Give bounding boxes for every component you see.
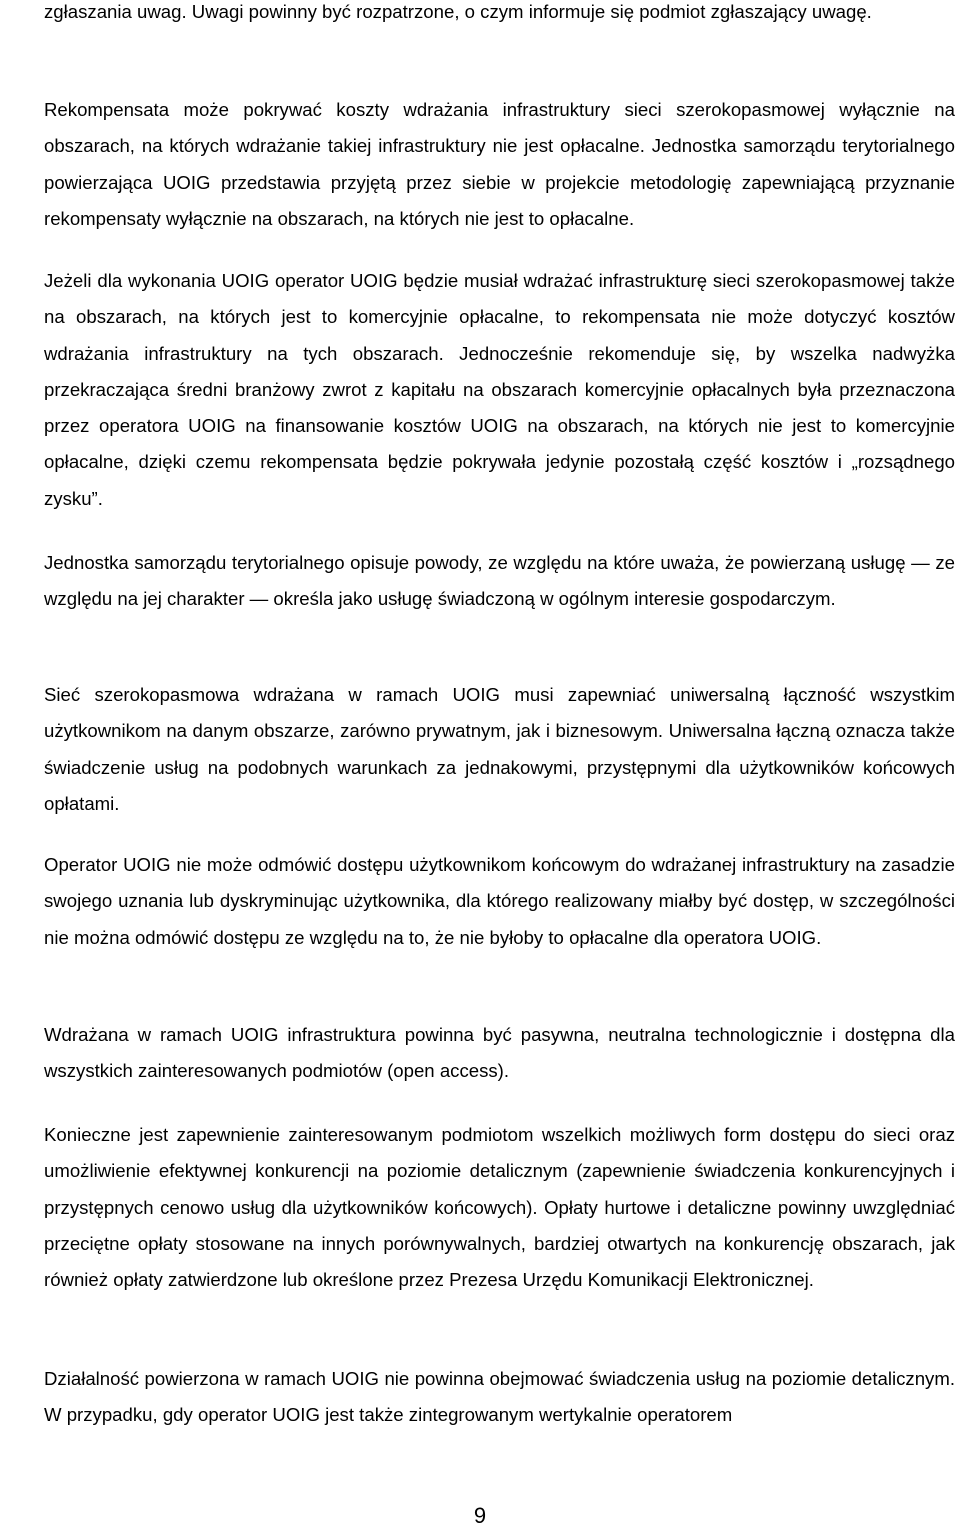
- paragraph-text: Wdrażana w ramach UOIG infrastruktura powinna być pasywna, neutralna technologicznie i dostępna dla wszystkich zainteresowanych podmiotów (open access).: [44, 1024, 955, 1082]
- paragraph-number: [7, 263, 44, 299]
- lead-in-text: zgłaszania uwag. Uwagi powinny być rozpatrzone, o czym informuje się podmiot zgłaszający uwagę.: [44, 1, 872, 22]
- paragraph-text: Konieczne jest zapewnienie zainteresowanym podmiotom wszelkich możliwych form dostępu do sieci oraz umożliwienie efektywnej konkurencji na poziomie detalicznym (zapewnienie świadczenia konkurencyjnych i przystępnych cenowo usług dla użytkowników końcowych). Opłaty hurtowe i detaliczne powinny uwzględniać przeciętne opłaty stosowane na innych porównywalnych, bardziej otwartych na konkurencję obszarach, jak również opłaty zatwierdzone lub określone przez Prezesa Urzędu Komunikacji Elektronicznej.: [44, 1124, 955, 1291]
- lead-in-paragraph: [7, 0, 955, 30]
- paragraph-19: [7, 545, 955, 618]
- paragraph-number: [7, 1117, 44, 1153]
- paragraph-24: [7, 1361, 955, 1434]
- paragraph-22: [7, 1017, 955, 1090]
- paragraph-21: [7, 847, 955, 956]
- paragraph-23: [7, 1117, 955, 1298]
- paragraph-number: [7, 92, 44, 128]
- paragraph-text: Działalność powierzona w ramach UOIG nie powinna obejmować świadczenia usług na poziomie detalicznym. W przypadku, gdy operator UOIG jest także zintegrowanym wertykalnie operatorem: [44, 1368, 955, 1426]
- paragraph-number: [7, 677, 44, 713]
- paragraph-text: Sieć szerokopasmowa wdrażana w ramach UOIG musi zapewniać uniwersalną łączność wszystkim użytkownikom na danym obszarze, zarówno prywatnym, jak i biznesowym. Uniwersalna łączną oznacza także świadczenie usług na podobnych warunkach za jednakowymi, przystępnymi dla użytkowników końcowych opłatami.: [44, 684, 955, 814]
- paragraph-17: [7, 92, 955, 237]
- page-number: 9: [473, 1503, 487, 1528]
- paragraph-text: Jednostka samorządu terytorialnego opisuje powody, ze względu na które uważa, że powierzaną usługę — ze względu na jej charakter — określa jako usługę świadczoną w ogólnym interesie gospodarczym.: [44, 552, 955, 610]
- paragraph-text: Rekompensata może pokrywać koszty wdrażania infrastruktury sieci szerokopasmowej wyłącznie na obszarach, na których wdrażanie takiej infrastruktury nie jest opłacalne. Jednostka samorządu terytorialnego powierzająca UOIG przedstawia przyjętą przez siebie w projekcie metodologię zapewniającą przyznanie rekompensaty wyłącznie na obszarach, na których nie jest to opłacalne.: [44, 99, 955, 229]
- paragraph-number: [7, 847, 44, 883]
- paragraph-20: [7, 677, 955, 822]
- paragraph-18: [7, 263, 955, 517]
- paragraph-text: Operator UOIG nie może odmówić dostępu użytkownikom końcowym do wdrażanej infrastruktury na zasadzie swojego uznania lub dyskryminując użytkownika, dla którego realizowany miałby być dostęp, w szczególności nie można odmówić dostępu ze względu na to, że nie byłoby to opłacalne dla operatora UOIG.: [44, 854, 955, 948]
- paragraph-text: Jeżeli dla wykonania UOIG operator UOIG będzie musiał wdrażać infrastrukturę sieci szerokopasmowej także na obszarach, na których jest to komercyjnie opłacalne, to rekompensata nie może dotyczyć kosztów wdrażania infrastruktury na tych obszarach. Jednocześnie rekomenduje się, by wszelka nadwyżka przekraczająca średni branżowy zwrot z kapitału na obszarach komercyjnie opłacalnych była przeznaczona przez operatora UOIG na finansowanie kosztów UOIG na obszarach, na których nie jest to komercyjnie opłacalne, dzięki czemu rekompensata będzie pokrywała jedynie pozostałą część kosztów i „rozsądnego zysku”.: [44, 270, 955, 509]
- paragraph-number: [7, 545, 44, 581]
- paragraph-number: [7, 1017, 44, 1053]
- paragraph-number: [7, 1361, 44, 1397]
